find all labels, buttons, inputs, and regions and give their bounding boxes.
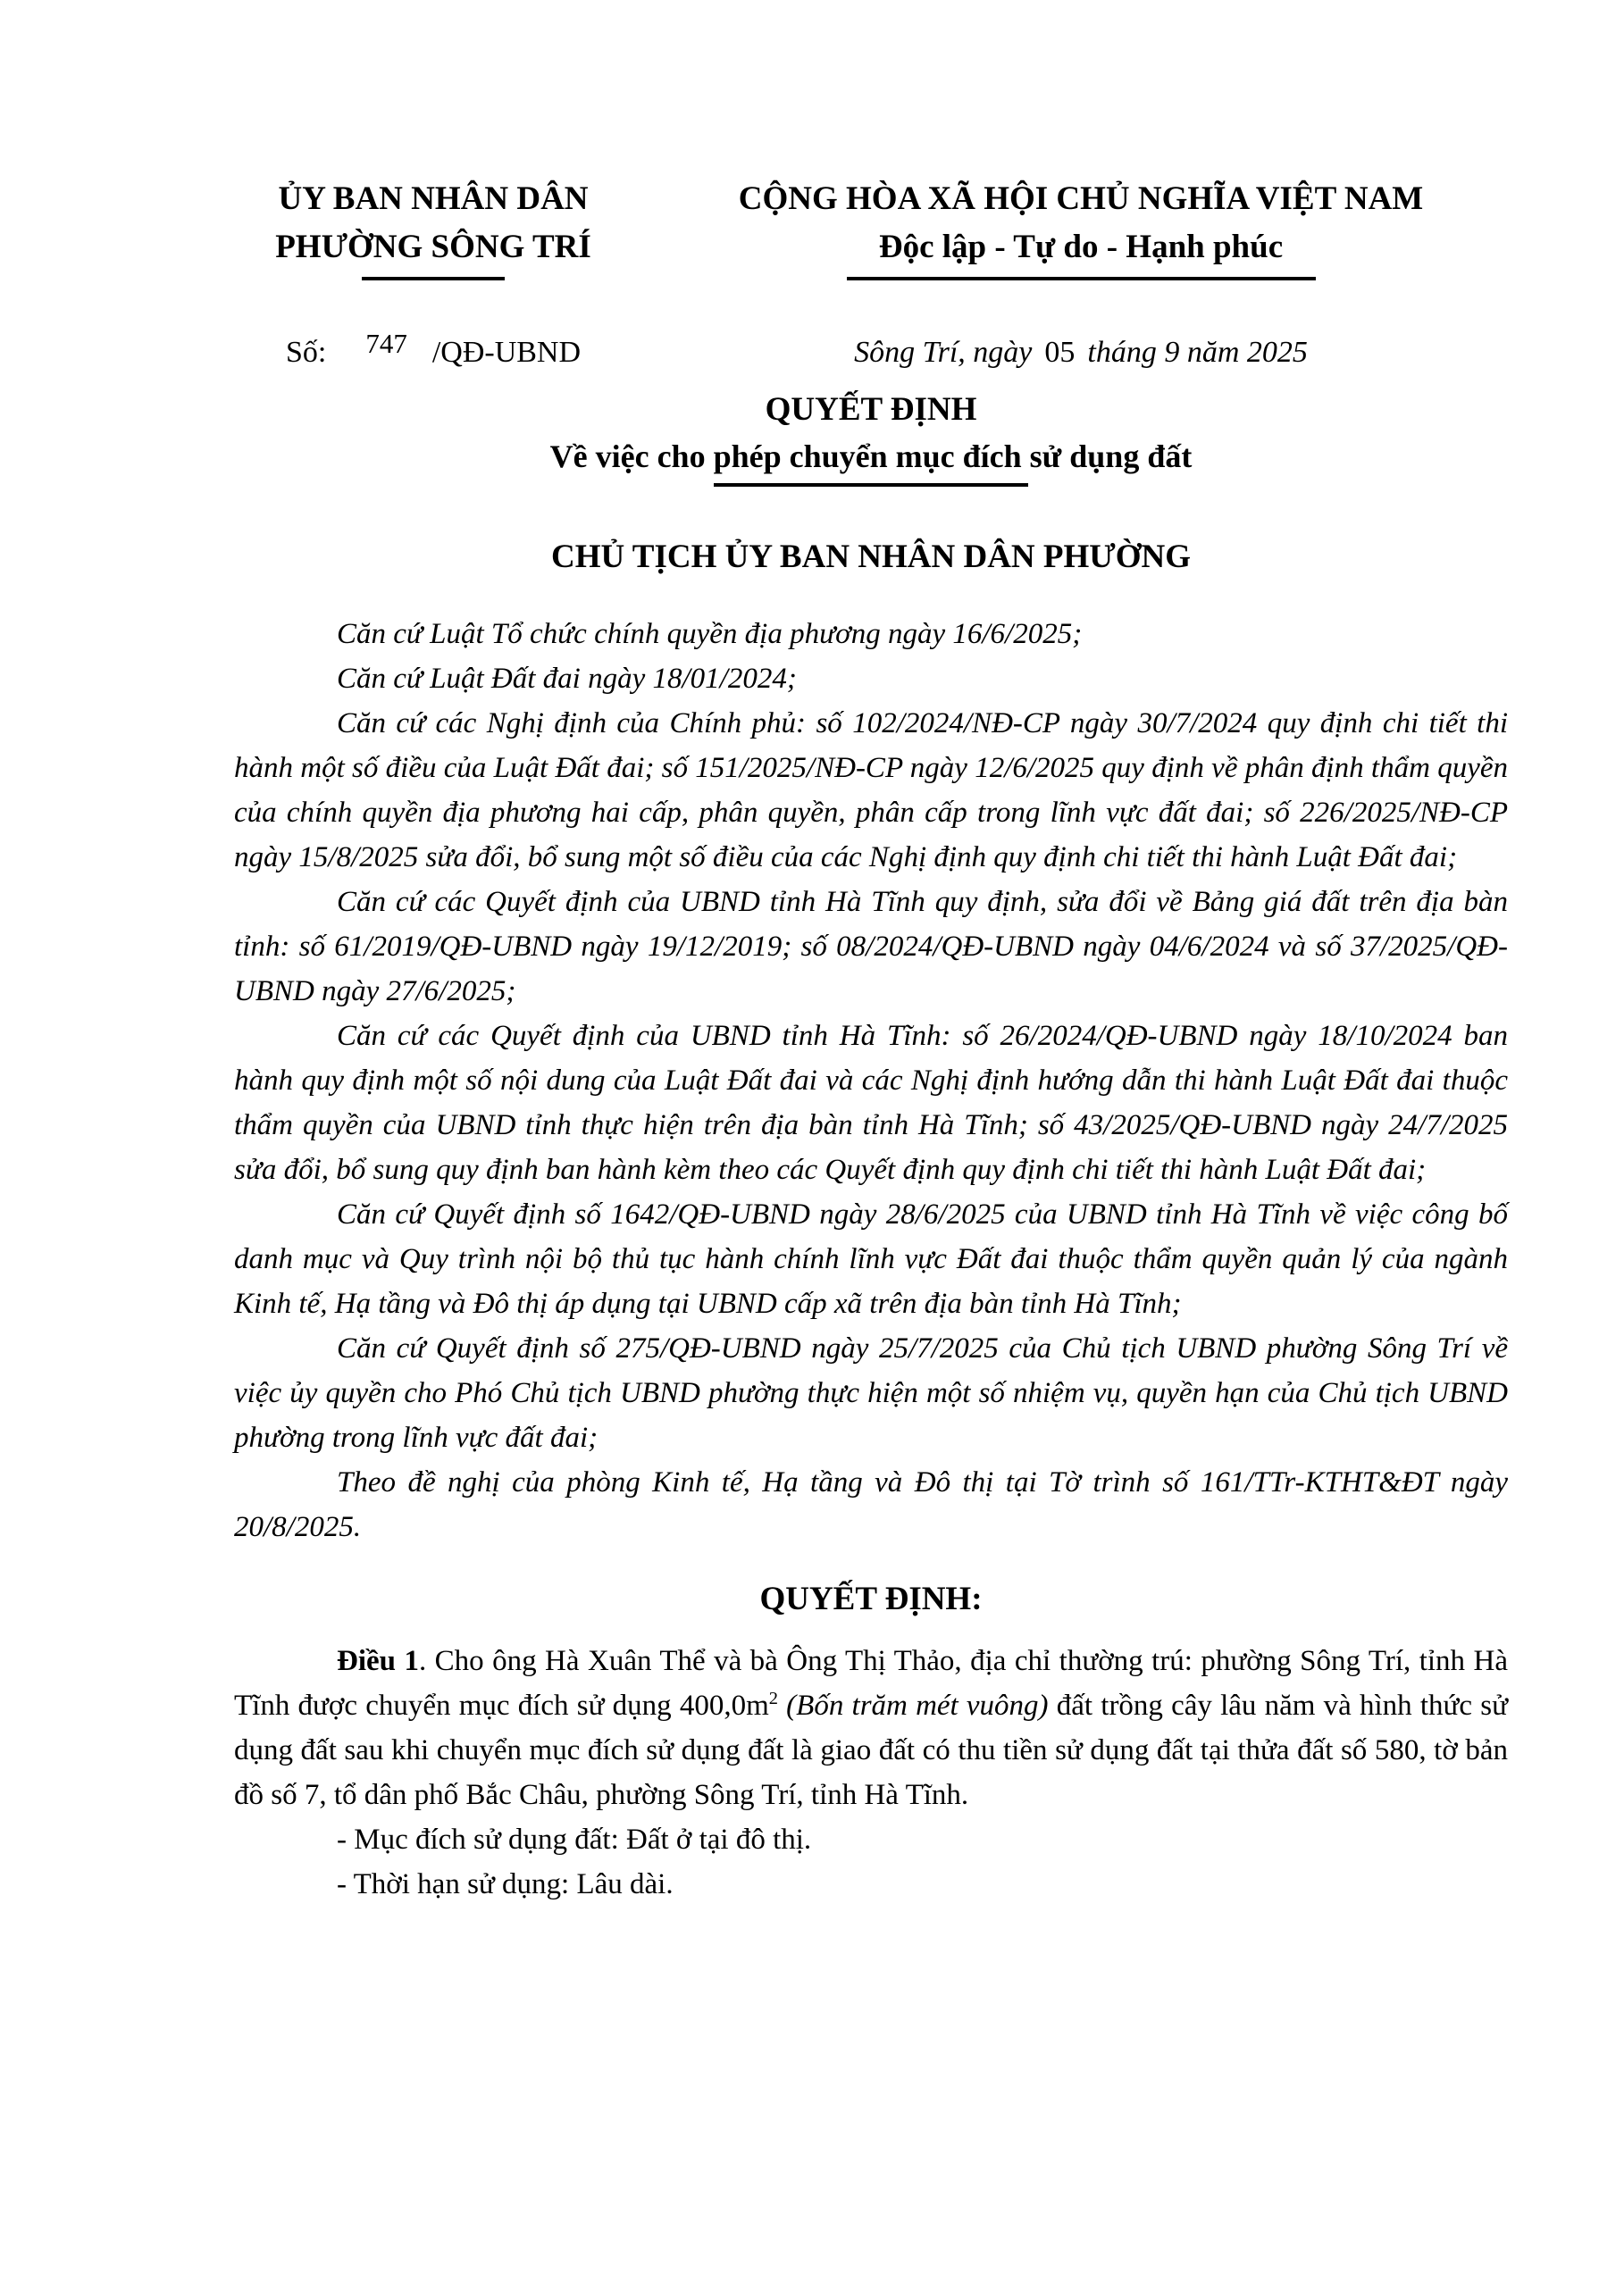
decision-heading: QUYẾT ĐỊNH:: [759, 1581, 983, 1617]
text-run: (Bốn trăm mét vuông): [777, 1690, 1049, 1722]
document-number-label: Số:: [285, 336, 327, 369]
date-day-value: 05: [1044, 336, 1076, 369]
place-date-line: [688, 332, 1474, 373]
title-underline: [714, 483, 1028, 487]
preamble-paragraph: Căn cứ Quyết định số 1642/QĐ-UBND ngày 28/6/2025 của UBND tỉnh Hà Tĩnh về việc công bố danh mục và Quy trình nội bộ thủ tục hành chính lĩnh vực Đất đai thuộc thẩm quyền quản lý của ngành Kinh tế, Hạ tầng và Đô thị áp dụng tại UBND cấp xã trên địa bàn tỉnh Hà Tĩnh;: [234, 1198, 1508, 1320]
bullet-line: - Thời hạn sử dụng: Lâu dài.: [337, 1868, 674, 1900]
preamble-paragraph: Căn cứ Luật Tổ chức chính quyền địa phương ngày 16/6/2025;: [337, 618, 1083, 650]
document-number-line: [201, 328, 666, 373]
preamble-section: [234, 612, 1508, 1549]
text-run: 2: [768, 1689, 778, 1708]
place-date-suffix: tháng 9 năm 2025: [1087, 336, 1308, 369]
national-header-block: [688, 175, 1474, 280]
preamble-paragraph: Căn cứ các Quyết định của UBND tỉnh Hà Tĩnh quy định, sửa đổi về Bảng giá đất trên địa bàn tỉnh: số 61/2019/QĐ-UBND ngày 19/12/2019; số 08/2024/QĐ-UBND ngày 04/6/2024 và số 37/2025/QĐ-UBND ngày 27/6/2025;: [234, 886, 1508, 1007]
preamble-paragraph: Căn cứ Quyết định số 275/QĐ-UBND ngày 25/7/2025 của Chủ tịch UBND phường Sông Trí về việc ủy quyền cho Phó Chủ tịch UBND phường thực hiện một số nhiệm vụ, quyền hạn của Chủ tịch UBND phường trong lĩnh vực đất đai;: [234, 1332, 1508, 1454]
place-date-prefix: Sông Trí, ngày: [854, 336, 1033, 369]
preamble-paragraph: Căn cứ các Nghị định của Chính phủ: số 102/2024/NĐ-CP ngày 30/7/2024 quy định chi tiết thi hành một số điều của Luật Đất đai; số 151/2025/NĐ-CP ngày 12/6/2025 quy định về phân định thẩm quyền của chính quyền địa phương hai cấp, phân quyền, phân cấp trong lĩnh vực đất đai; số 226/2025/NĐ-CP ngày 15/8/2025 sửa đổi, bổ sung một số điều của các Nghị định quy định chi tiết thi hành Luật Đất đai;: [234, 707, 1508, 873]
article-1-paragraph: [234, 1639, 1508, 1817]
document-number-suffix: /QĐ-UBND: [431, 336, 582, 369]
issuer-heading: CHỦ TỊCH ỦY BAN NHÂN DÂN PHƯỜNG: [550, 539, 1192, 575]
document-body: [234, 612, 1508, 1907]
preamble-paragraph: Căn cứ các Quyết định của UBND tỉnh Hà Tĩnh: số 26/2024/QĐ-UBND ngày 18/10/2024 ban hành quy định một số nội dung của Luật Đất đai và các Nghị định hướng dẫn thi hành Luật Đất đai thuộc thẩm quyền của UBND tỉnh thực hiện trên địa bàn tỉnh Hà Tĩnh; số 43/2025/QĐ-UBND ngày 24/7/2025 sửa đổi, bổ sung quy định ban hành kèm theo các Quyết định quy định chi tiết thi hành Luật Đất đai;: [234, 1020, 1508, 1186]
preamble-paragraph: Theo đề nghị của phòng Kinh tế, Hạ tầng và Đô thị tại Tờ trình số 161/TTr-KTHT&ĐT ngày 20/8/2025.: [234, 1466, 1508, 1543]
text-run: Điều 1: [337, 1645, 419, 1677]
motto-underline: [847, 277, 1316, 280]
document-number-value: 747: [365, 328, 407, 359]
issuing-authority-block: [201, 175, 666, 280]
national-title: CỘNG HÒA XÃ HỘI CHỦ NGHĨA VIỆT NAM: [738, 180, 1424, 217]
national-motto: Độc lập - Tự do - Hạnh phúc: [878, 229, 1284, 265]
preamble-paragraph: Căn cứ Luật Đất đai ngày 18/01/2024;: [337, 663, 797, 695]
article-1-section: [234, 1639, 1508, 1817]
bullet-line: - Mục đích sử dụng đất: Đất ở tại đô thị.: [337, 1824, 812, 1856]
authority-underline: [362, 277, 505, 280]
text-run: . Cho ông Hà Xuân Thể và bà Ông Thị Thảo, địa chỉ thường trú: phường Sông Trí, tỉnh Hà Tĩnh được chuyển mục đích sử dụng 400,0m: [234, 1645, 1508, 1722]
issuing-authority-line1: ỦY BAN NHÂN DÂN: [278, 180, 589, 217]
text-run: đất trồng cây lâu năm và hình thức sử dụng đất sau khi chuyển mục đích sử dụng đất là giao đất có thu tiền sử dụng đất tại thửa đất số 580, tờ bản đồ số 7, tổ dân phố Bắc Châu, phường Sông Trí, tỉnh Hà Tĩnh.: [234, 1690, 1508, 1811]
title-block: [234, 387, 1508, 487]
issuing-authority-line2: PHƯỜNG SÔNG TRÍ: [275, 229, 591, 265]
document-title: QUYẾT ĐỊNH: [765, 391, 977, 428]
article-1-bullets: [234, 1817, 1508, 1907]
document-subtitle: Về việc cho phép chuyển mục đích sử dụng đất: [549, 438, 1193, 474]
